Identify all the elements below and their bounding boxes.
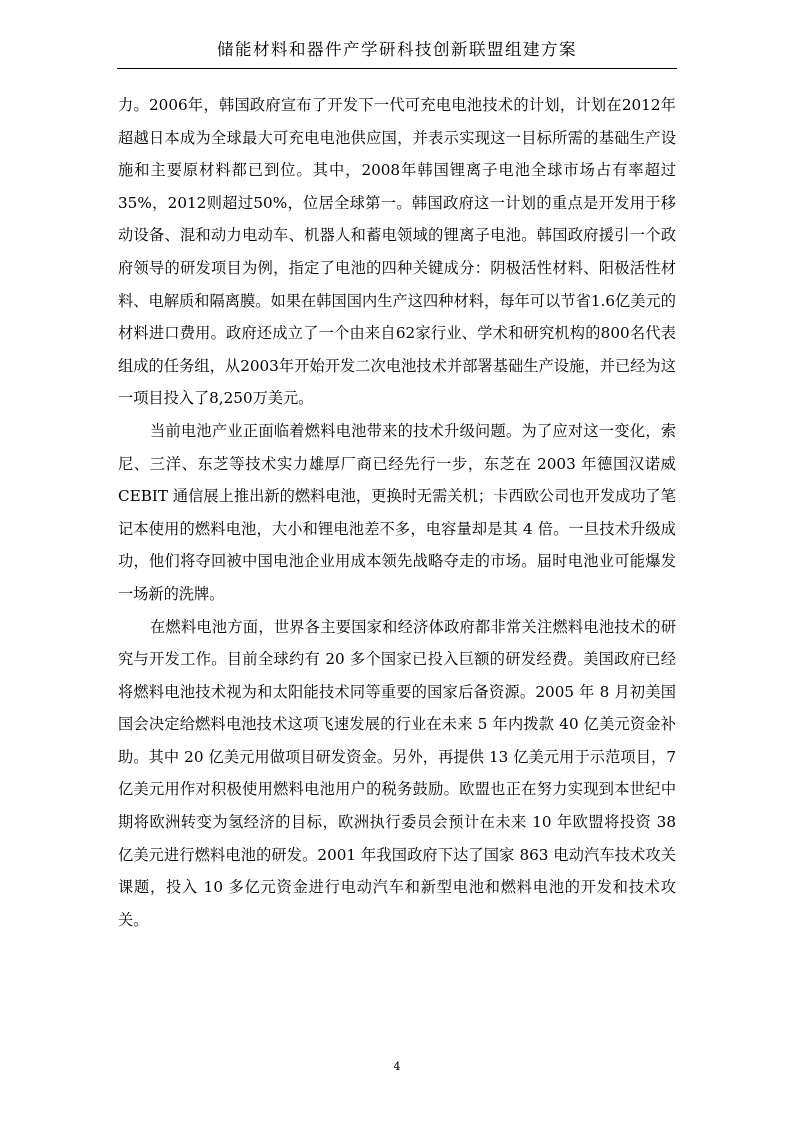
body-text — [118, 89, 676, 936]
paragraph-fuel-cell-investment: 在燃料电池方面，世界各主要国家和经济体政府都非常关注燃料电池技术的研究与开发工作。目前全球约有 20 多个国家已投入巨额的研发经费。美国政府已经将燃料电池技术视为和太阳能技术同等重要的国家后备资源。2005 年 8 月初美国国会决定给燃料电池技术这项飞速发展的行业在未来 5 年内拨款 40 亿美元资金补助。其中 20 亿美元用做项目研发资金。另外，再提供 13 亿美元用于示范项目，7 亿美元用作对积极使用燃料电池用户的税务鼓励。欧盟也正在努力实现到本世纪中期将欧洲转变为氢经济的目标，欧洲执行委员会预计在未来 10 年欧盟将投资 38 亿美元进行燃料电池的研发。2001 年我国政府下达了国家 863 电动汽车技术攻关课题，投入 10 多亿元资金进行电动汽车和新型电池和燃料电池的开发和技术攻关。 — [118, 617, 676, 929]
paragraph-fuel-cell-upgrade: 当前电池产业正面临着燃料电池带来的技术升级问题。为了应对这一变化，索尼、三洋、东芝等技术实力雄厚厂商已经先行一步，东芝在 2003 年德国汉诺威 CEBIT 通信展上推出新的燃料电池，更换时无需关机；卡西欧公司也开发成功了笔记本使用的燃料电池，大小和锂电池差不多，电容量却是其 4 倍。一旦技术升级成功，他们将夺回被中国电池企业用成本领先战略夺走的市场。届时电池业可能爆发一场新的洗牌。 — [118, 421, 676, 603]
page-number: 4 — [393, 1060, 401, 1073]
header-divider — [117, 68, 677, 69]
paragraph-korea-battery-plan: 力。2006年，韩国政府宣布了开发下一代可充电电池技术的计划，计划在2012年超越日本成为全球最大可充电电池供应国，并表示实现这一目标所需的基础生产设施和主要原材料都已到位。其中，2008年韩国锂离子电池全球市场占有率超过35%，2012则超过50%，位居全球第一。韩国政府这一计划的重点是开发用于移动设备、混和动力电动车、机器人和蓄电领域的锂离子电池。韩国政府援引一个政府领导的研发项目为例，指定了电池的四种关键成分：阴极活性材料、阳极活性材料、电解质和隔离膜。如果在韩国国内生产这四种材料，每年可以节省1.6亿美元的材料进口费用。政府还成立了一个由来自62家行业、学术和研究机构的800名代表组成的任务组，从2003年开始开发二次电池技术并部署基础生产设施，并已经为这一项目投入了8,250万美元。 — [118, 96, 676, 408]
page-header-title: 储能材料和器件产学研科技创新联盟组建方案 — [217, 40, 577, 59]
